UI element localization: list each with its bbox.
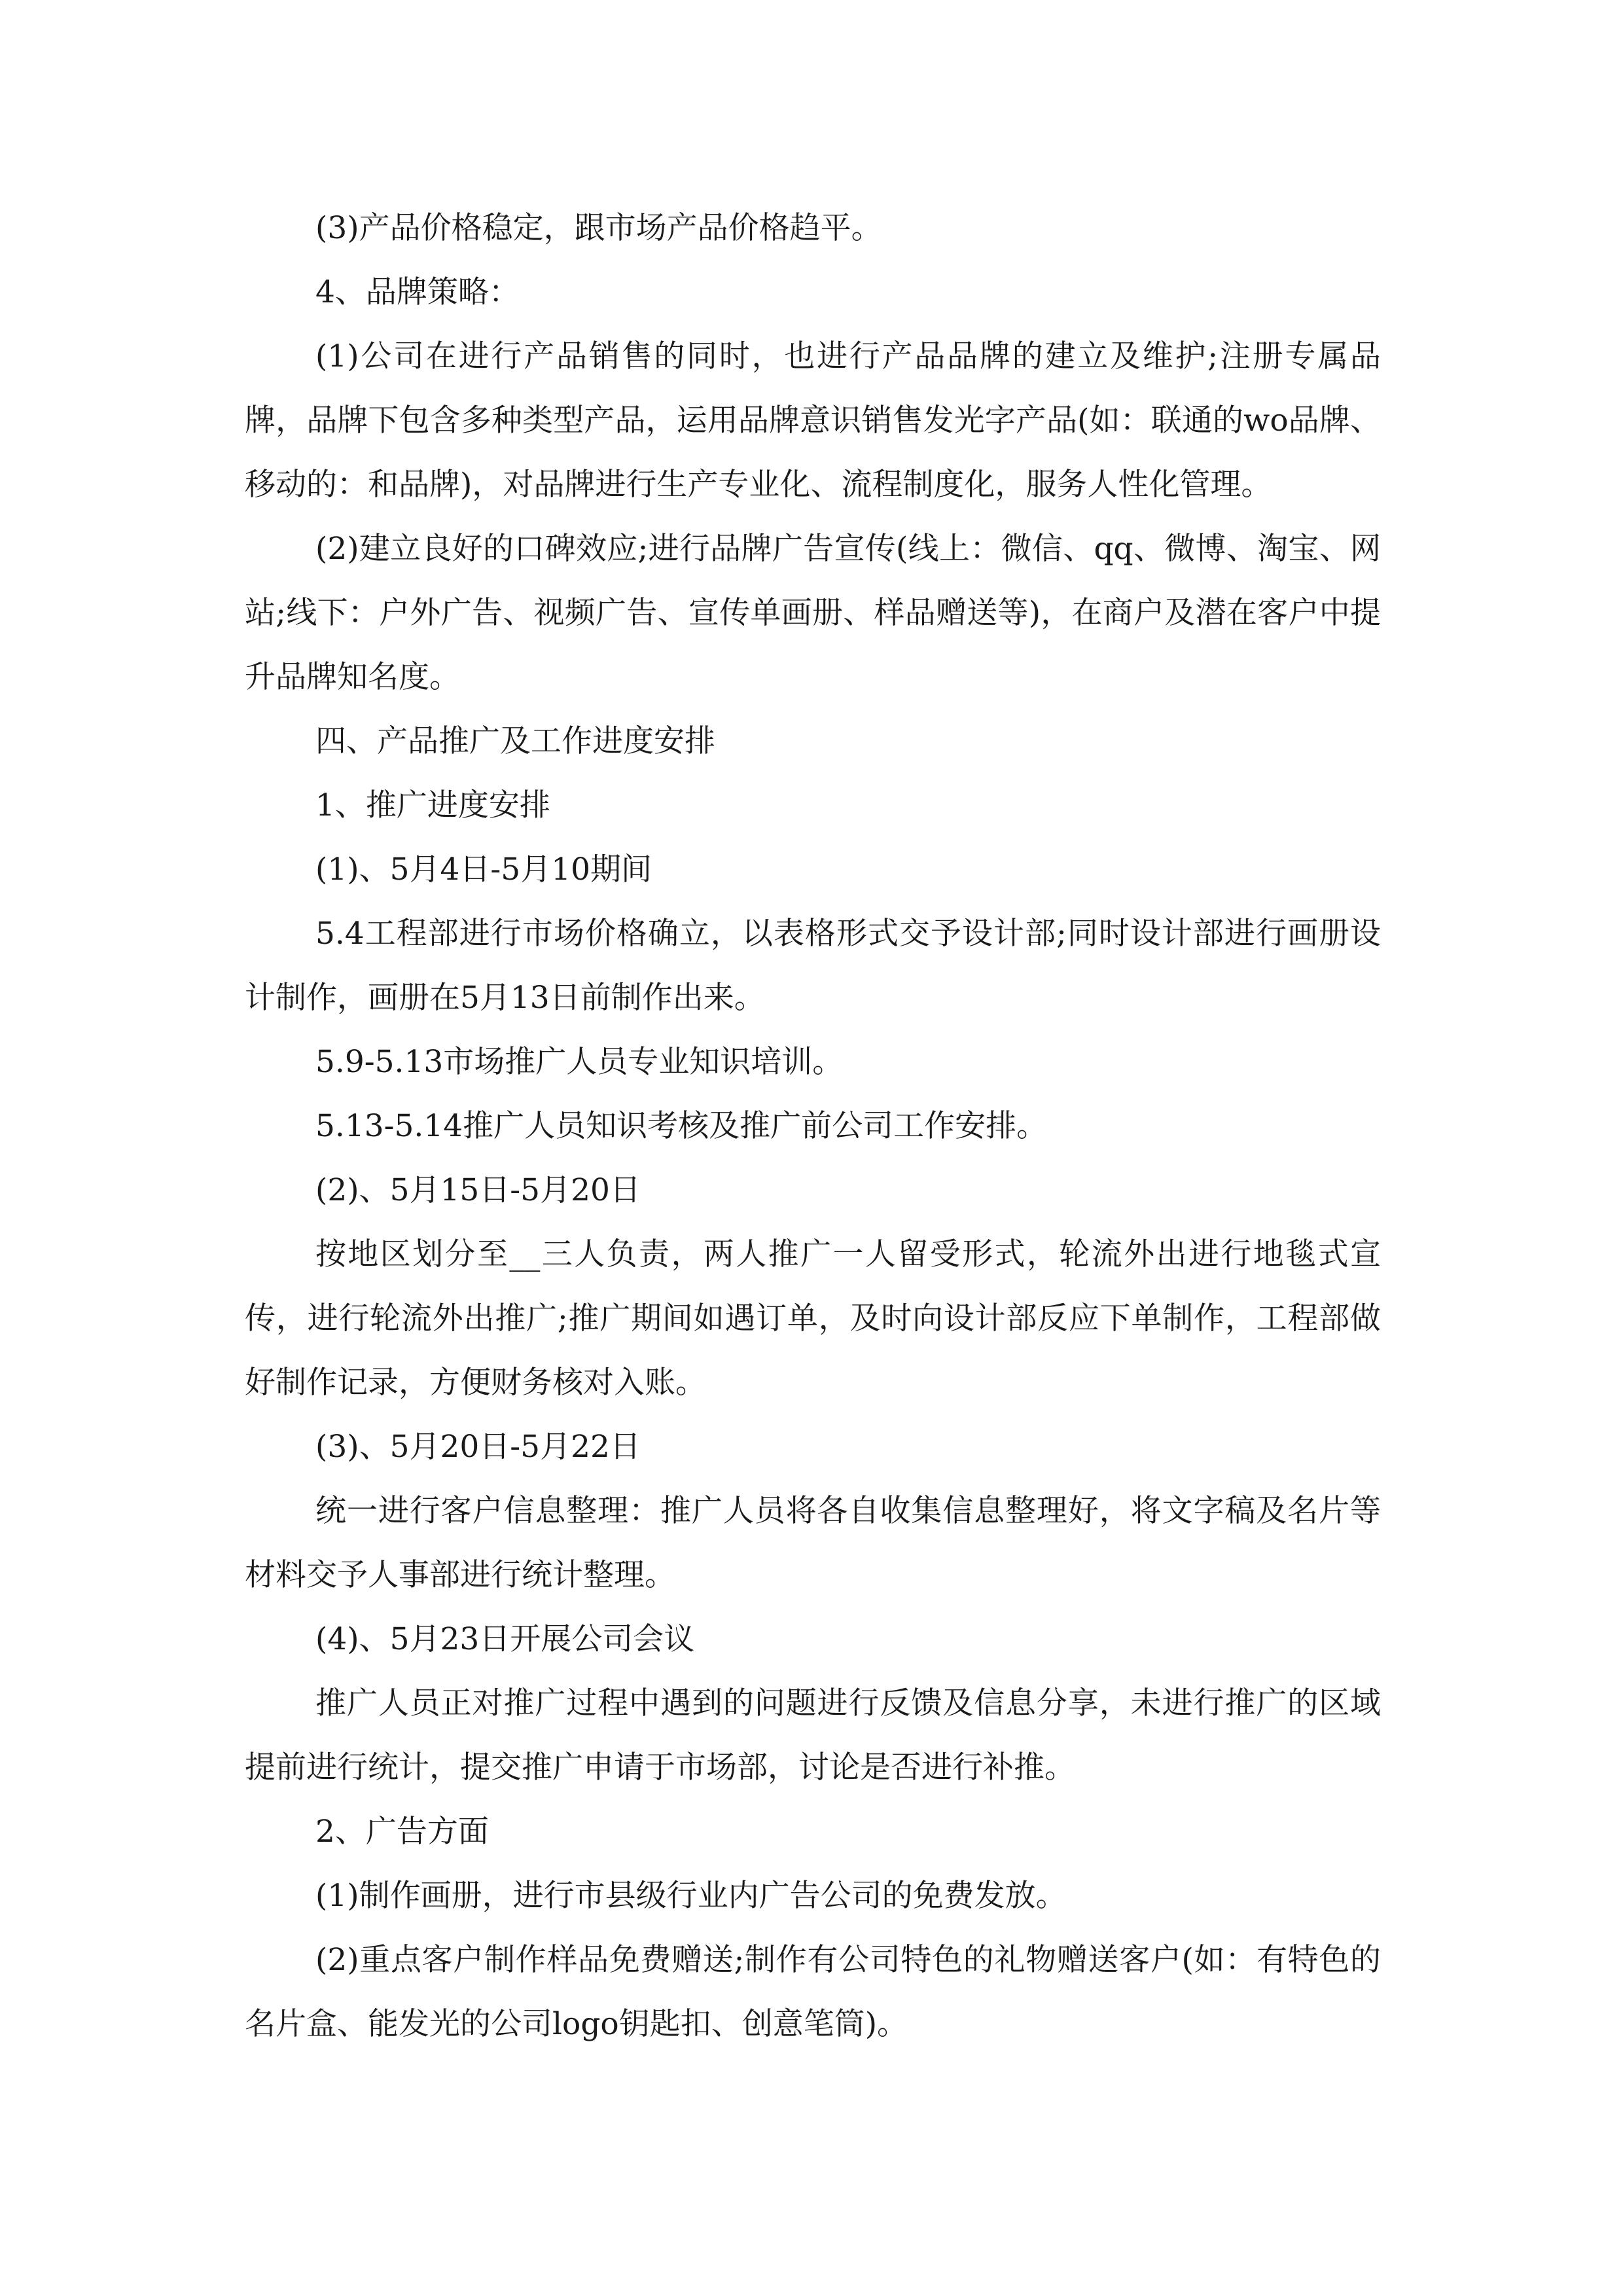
- heading-brand-strategy: 4、品牌策略：: [315, 274, 520, 310]
- paragraph-samples-gifts: (2)重点客户制作样品免费赠送;制作有公司特色的礼物赠送客户(如：有特色的名片盒、能发光的公司logo钥匙扣、创意笔筒)。: [245, 1942, 1381, 2042]
- paragraph-training: 5.9-5.13市场推广人员专业知识培训。: [315, 1044, 844, 1080]
- subheading-phase-1: (1)、5月4日-5月10期间: [315, 852, 652, 888]
- heading-advertising: 2、广告方面: [315, 1814, 489, 1850]
- paragraph-brochure-distribution: (1)制作画册，进行市县级行业内广告公司的免费发放。: [315, 1878, 1067, 1914]
- paragraph-feedback-meeting: 推广人员正对推广过程中遇到的问题进行反馈及信息分享，未进行推广的区域提前进行统计，提交推广申请于市场部，讨论是否进行补推。: [245, 1685, 1381, 1785]
- heading-promotion-schedule: 四、产品推广及工作进度安排: [315, 723, 715, 759]
- heading-promotion-progress: 1、推广进度安排: [315, 787, 550, 823]
- paragraph-brand-building: (1)公司在进行产品销售的同时，也进行产品品牌的建立及维护;注册专属品牌，品牌下包含多种类型产品，运用品牌意识销售发光字产品(如：联通的wo品牌、移动的：和品牌)，对品牌进行生产专业化、流程制度化，服务人性化管理。: [245, 338, 1381, 503]
- paragraph-pricing-brochure: 5.4工程部进行市场价格确立，以表格形式交予设计部;同时设计部进行画册设计制作，画册在5月13日前制作出来。: [245, 916, 1381, 1016]
- document-body: [245, 196, 1381, 2056]
- paragraph-regional-promotion: 按地区划分至__三人负责，两人推广一人留受形式，轮流外出进行地毯式宣传，进行轮流外出推广;推广期间如遇订单，及时向设计部反应下单制作，工程部做好制作记录，方便财务核对入账。: [245, 1236, 1381, 1401]
- subheading-phase-4: (4)、5月23日开展公司会议: [315, 1621, 695, 1657]
- paragraph-customer-info: 统一进行客户信息整理：推广人员将各自收集信息整理好，将文字稿及名片等材料交予人事部进行统计整理。: [245, 1493, 1381, 1593]
- paragraph-price-stability: (3)产品价格稳定，跟市场产品价格趋平。: [315, 210, 882, 246]
- paragraph-assessment: 5.13-5.14推广人员知识考核及推广前公司工作安排。: [315, 1108, 1048, 1144]
- subheading-phase-3: (3)、5月20日-5月22日: [315, 1429, 641, 1465]
- paragraph-word-of-mouth: (2)建立良好的口碑效应;进行品牌广告宣传(线上：微信、qq、微博、淘宝、网站;线下：户外广告、视频广告、宣传单画册、样品赠送等)，在商户及潜在客户中提升品牌知名度。: [245, 531, 1381, 695]
- subheading-phase-2: (2)、5月15日-5月20日: [315, 1172, 641, 1208]
